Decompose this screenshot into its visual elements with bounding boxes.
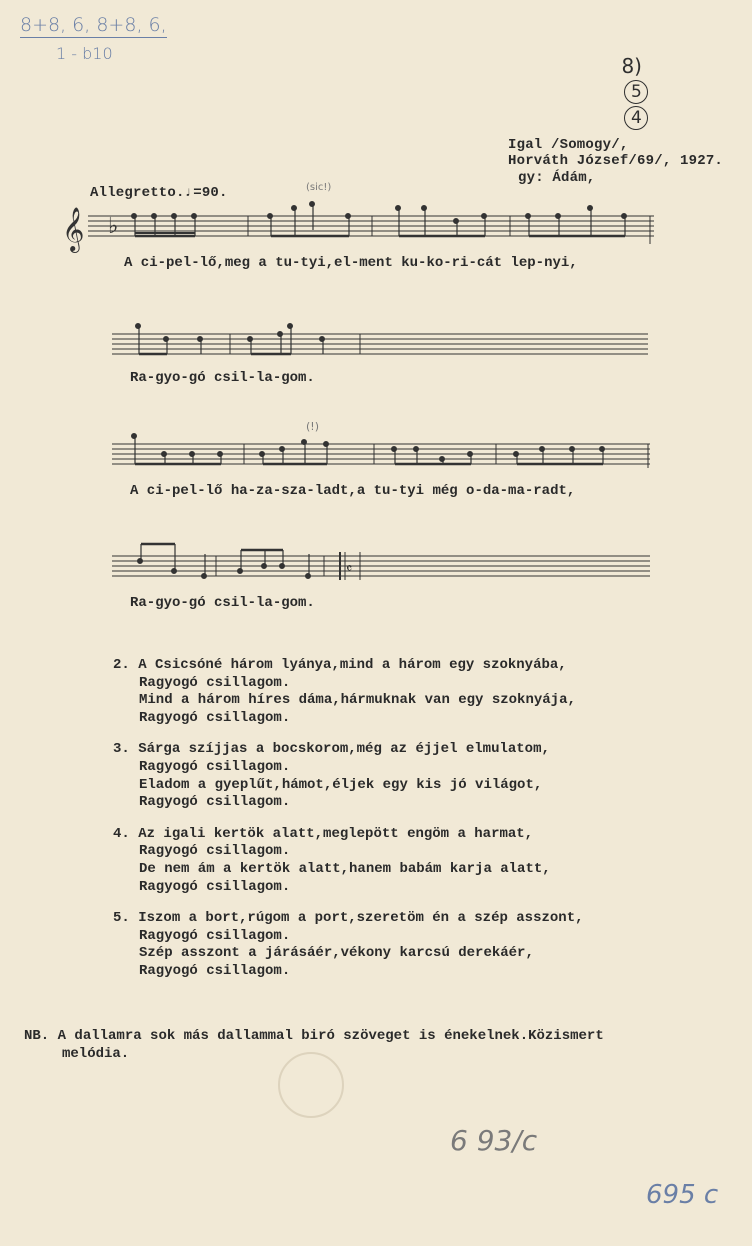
verse-line: De nem ám a kertök alatt,hanem babám karja alatt,: [139, 860, 551, 877]
meter-annotation: 8+8, 6, 8+8, 6,: [20, 14, 167, 36]
verse-number: 5.: [113, 910, 130, 927]
nb-text-line-2: melódia.: [62, 1046, 130, 1062]
verse-3: [113, 741, 584, 811]
verse-line: Ragyogó csillagom.: [139, 843, 291, 860]
staff-3-notation: [112, 428, 652, 478]
sic-annotation: (sic!): [306, 182, 332, 193]
verse-line: Ragyogó csillagom.: [139, 758, 291, 775]
verse-line: Ragyogó csillagom.: [139, 794, 291, 811]
source-singer: Horváth József/69/, 1927.: [508, 153, 724, 169]
verse-line: Iszom a bort,rúgom a port,szeretöm én a szép asszont,: [138, 910, 584, 927]
svg-text:♭: ♭: [108, 214, 119, 239]
verse-list: [113, 657, 584, 995]
circled-mark-4: 4: [624, 106, 648, 130]
verse-line: Eladom a gyeplűt,hámot,éljek egy kis jó világot,: [139, 776, 543, 793]
source-collector: gy: Ádám,: [518, 170, 596, 186]
music-staff-3: [112, 428, 652, 478]
music-staff-1: [58, 200, 658, 260]
nb-label: NB.: [24, 1028, 50, 1044]
verse-2: [113, 657, 584, 727]
pencil-catalog-number: 6 93/c: [450, 1124, 538, 1157]
range-annotation: 1 - b10: [56, 44, 113, 63]
tempo-marking: Allegretto.♩=90.: [90, 185, 228, 201]
verse-number: 2.: [113, 657, 130, 673]
mark-number: 8): [621, 54, 642, 78]
verse-line: A Csicsóné három lyánya,mind a három egy szoknyába,: [138, 657, 567, 673]
staff-4-notation: [112, 540, 652, 590]
blue-catalog-number: 695 c: [646, 1180, 719, 1210]
verse-line: Mind a három híres dáma,hármuknak van egy szoknyája,: [139, 692, 576, 709]
music-staff-2: [112, 320, 652, 370]
verse-line: Ragyogó csillagom.: [139, 962, 291, 979]
faint-stamp: [278, 1052, 344, 1118]
verse-line: Ragyogó csillagom.: [139, 674, 291, 691]
staff-2-notation: [112, 320, 652, 370]
verse-number: 3.: [113, 741, 130, 758]
svg-text:𝄴: 𝄴: [346, 561, 353, 577]
exclaim-annotation: (!): [306, 420, 319, 433]
verse-4: [113, 826, 584, 896]
verse-line: Ragyogó csillagom.: [139, 878, 291, 895]
verse-line: Ragyogó csillagom.: [139, 709, 291, 726]
lyric-line-4: Ra-gyo-gó csil-la-gom.: [130, 595, 315, 611]
lyric-line-1: A ci-pel-lő,meg a tu-tyi,el-ment ku-ko-ri-cát lep-nyi,: [124, 255, 578, 271]
music-staff-4: [112, 540, 652, 590]
source-place: Igal /Somogy/,: [508, 137, 629, 153]
svg-text:𝄞: 𝄞: [62, 207, 85, 251]
verse-line: Sárga szíjjas a bocskorom,még az éjjel elmulatom,: [138, 741, 550, 758]
circled-mark-5: 5: [624, 80, 648, 104]
verse-5: [113, 910, 584, 980]
verse-line: Ragyogó csillagom.: [139, 927, 291, 944]
verse-number: 4.: [113, 825, 130, 842]
archive-marks: [596, 30, 648, 154]
verse-line: Az igali kertök alatt,meglepött engöm a harmat,: [138, 825, 534, 842]
nb-text-line-1: A dallamra sok más dallammal biró szöveget is énekelnek.Közismert: [57, 1028, 604, 1044]
lyric-line-2: Ra-gyo-gó csil-la-gom.: [130, 370, 315, 386]
lyric-line-3: A ci-pel-lő ha-za-sza-ladt,a tu-tyi még o-da-ma-radt,: [130, 483, 576, 499]
staff-1-notation: [58, 200, 658, 260]
verse-line: Szép asszont a járásáér,vékony karcsú derekáér,: [139, 945, 534, 962]
